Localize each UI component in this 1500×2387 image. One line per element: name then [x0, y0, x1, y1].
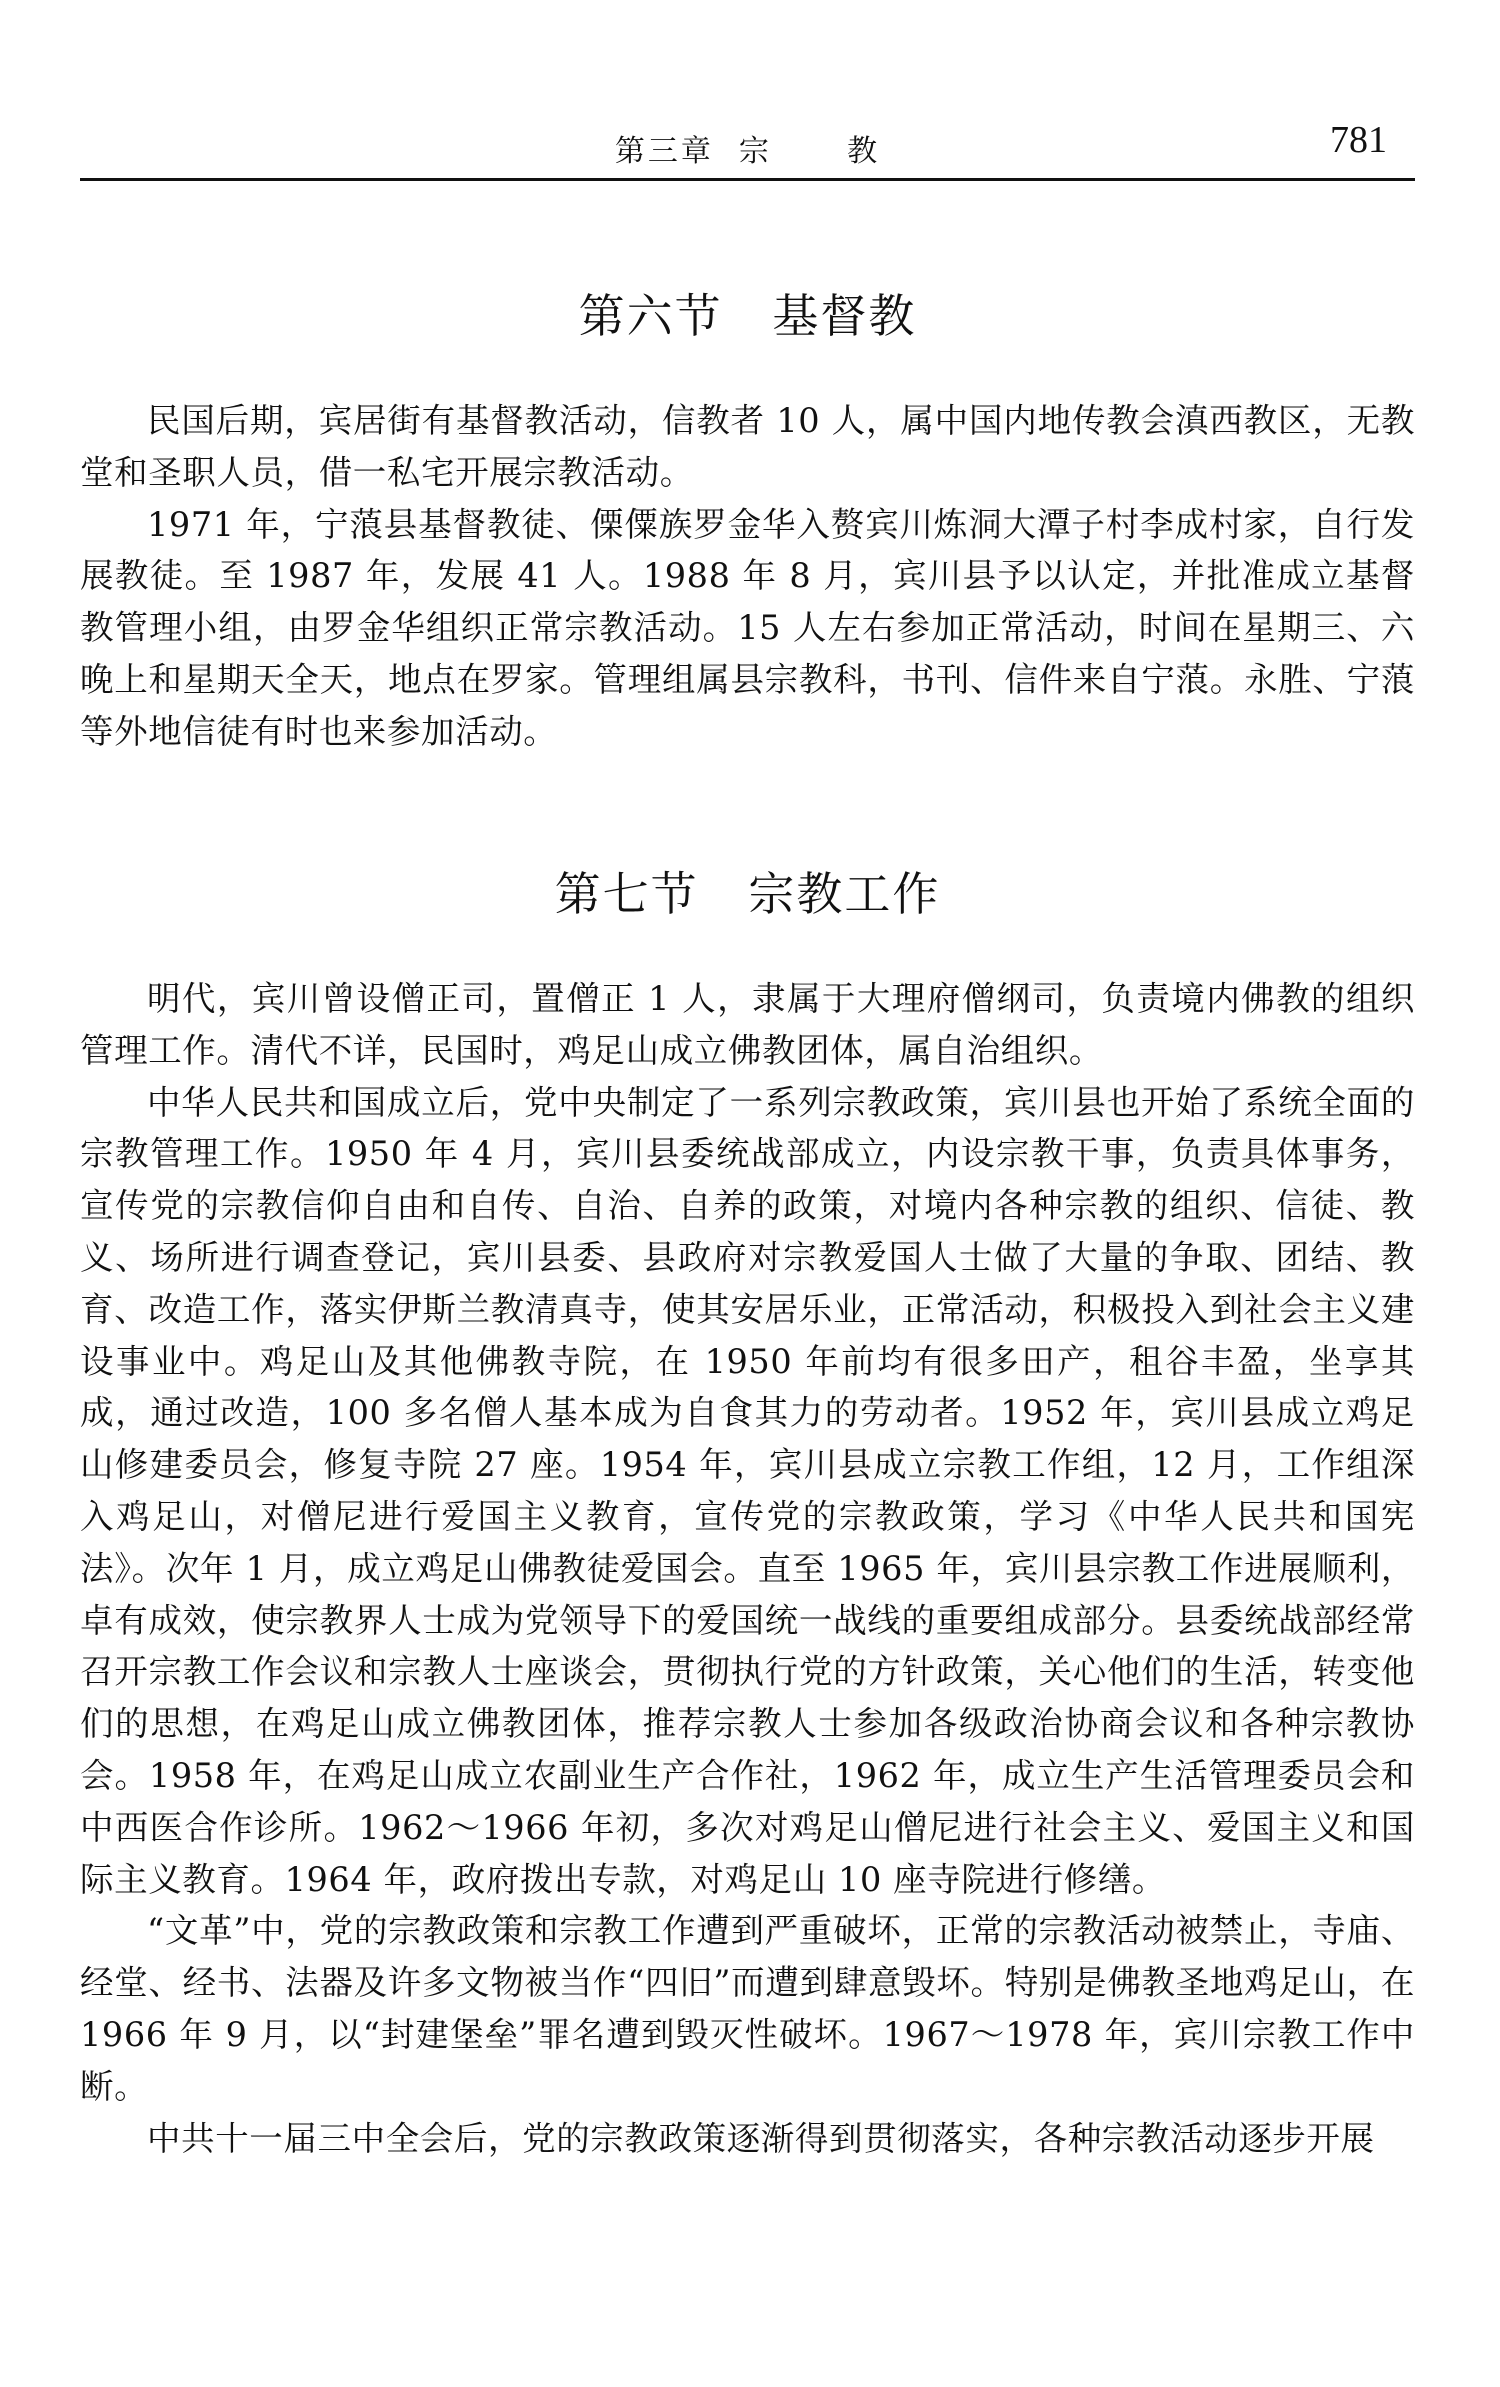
- section-body-religious-work: [80, 973, 1415, 2164]
- paragraph: 中共十一届三中全会后，党的宗教政策逐渐得到贯彻落实，各种宗教活动逐步开展: [147, 2118, 1375, 2158]
- paragraph: 中华人民共和国成立后，党中央制定了一系列宗教政策，宾川县也开始了系统全面的宗教管理工作。1950 年 4 月，宾川县委统战部成立，内设宗教干事，负责具体事务，宣传党的宗教信仰自由和自传、自治、自养的政策，对境内各种宗教的组织、信徒、教义、场所进行调查登记，宾川县委、县政府对宗教爱国人士做了大量的争取、团结、教育、改造工作，落实伊斯兰教清真寺，使其安居乐业，正常活动，积极投入到社会主义建设事业中。鸡足山及其他佛教寺院，在 1950 年前均有很多田产，租谷丰盈，坐享其成，通过改造，100 多名僧人基本成为自食其力的劳动者。1952 年，宾川县成立鸡足山修建委员会，修复寺院 27 座。1954 年，宾川县成立宗教工作组，12 月，工作组深入鸡足山，对僧尼进行爱国主义教育，宣传党的宗教政策，学习《中华人民共和国宪法》。次年 1 月，成立鸡足山佛教徒爱国会。直至 1965 年，宾川县宗教工作进展顺利，卓有成效，使宗教界人士成为党领导下的爱国统一战线的重要组成部分。县委统战部经常召开宗教工作会议和宗教人士座谈会，贯彻执行党的方针政策，关心他们的生活，转变他们的思想，在鸡足山成立佛教团体，推荐宗教人士参加各级政治协商会议和各种宗教协会。1958 年，在鸡足山成立农副业生产合作社，1962 年，成立生产生活管理委员会和中西医合作诊所。1962～1966 年初，多次对鸡足山僧尼进行社会主义、爱国主义和国际主义教育。1964 年，政府拨出专款，对鸡足山 10 座寺院进行修缮。: [80, 1082, 1415, 1899]
- paragraph: 明代，宾川曾设僧正司，置僧正 1 人，隶属于大理府僧纲司，负责境内佛教的组织管理工作。清代不详，民国时，鸡足山成立佛教团体，属自治组织。: [80, 979, 1415, 1070]
- section-body-christianity: [80, 395, 1415, 758]
- chapter-title: 第三章 宗 教: [614, 134, 881, 169]
- section-heading-religious-work: 第七节 宗教工作: [554, 867, 941, 921]
- paragraph: 1971 年，宁蒗县基督教徒、傈僳族罗金华入赘宾川炼洞大潭子村李成村家，自行发展教徒。至 1987 年，发展 41 人。1988 年 8 月，宾川县予以认定，并批准成立基督教管理小组，由罗金华组织正常宗教活动。15 人左右参加正常活动，时间在星期三、六晚上和星期天全天，地点在罗家。管理组属县宗教科，书刊、信件来自宁蒗。永胜、宁蒗等外地信徒有时也来参加活动。: [80, 504, 1415, 751]
- paragraph: 民国后期，宾居街有基督教活动，信教者 10 人，属中国内地传教会滇西教区，无教堂和圣职人员，借一私宅开展宗教活动。: [80, 401, 1415, 492]
- header-rule: [80, 178, 1415, 181]
- paragraph: “文革”中，党的宗教政策和宗教工作遭到严重破坏，正常的宗教活动被禁止，寺庙、经堂、经书、法器及许多文物被当作“四旧”而遭到肆意毁坏。特别是佛教圣地鸡足山，在 1966 年 9 月，以“封建堡垒”罪名遭到毁灭性破坏。1967～1978 年，宾川宗教工作中断。: [80, 1911, 1415, 2106]
- section-heading-christianity: 第六节 基督教: [578, 289, 917, 343]
- page-number: 781: [1330, 119, 1387, 161]
- running-header: [80, 118, 1415, 178]
